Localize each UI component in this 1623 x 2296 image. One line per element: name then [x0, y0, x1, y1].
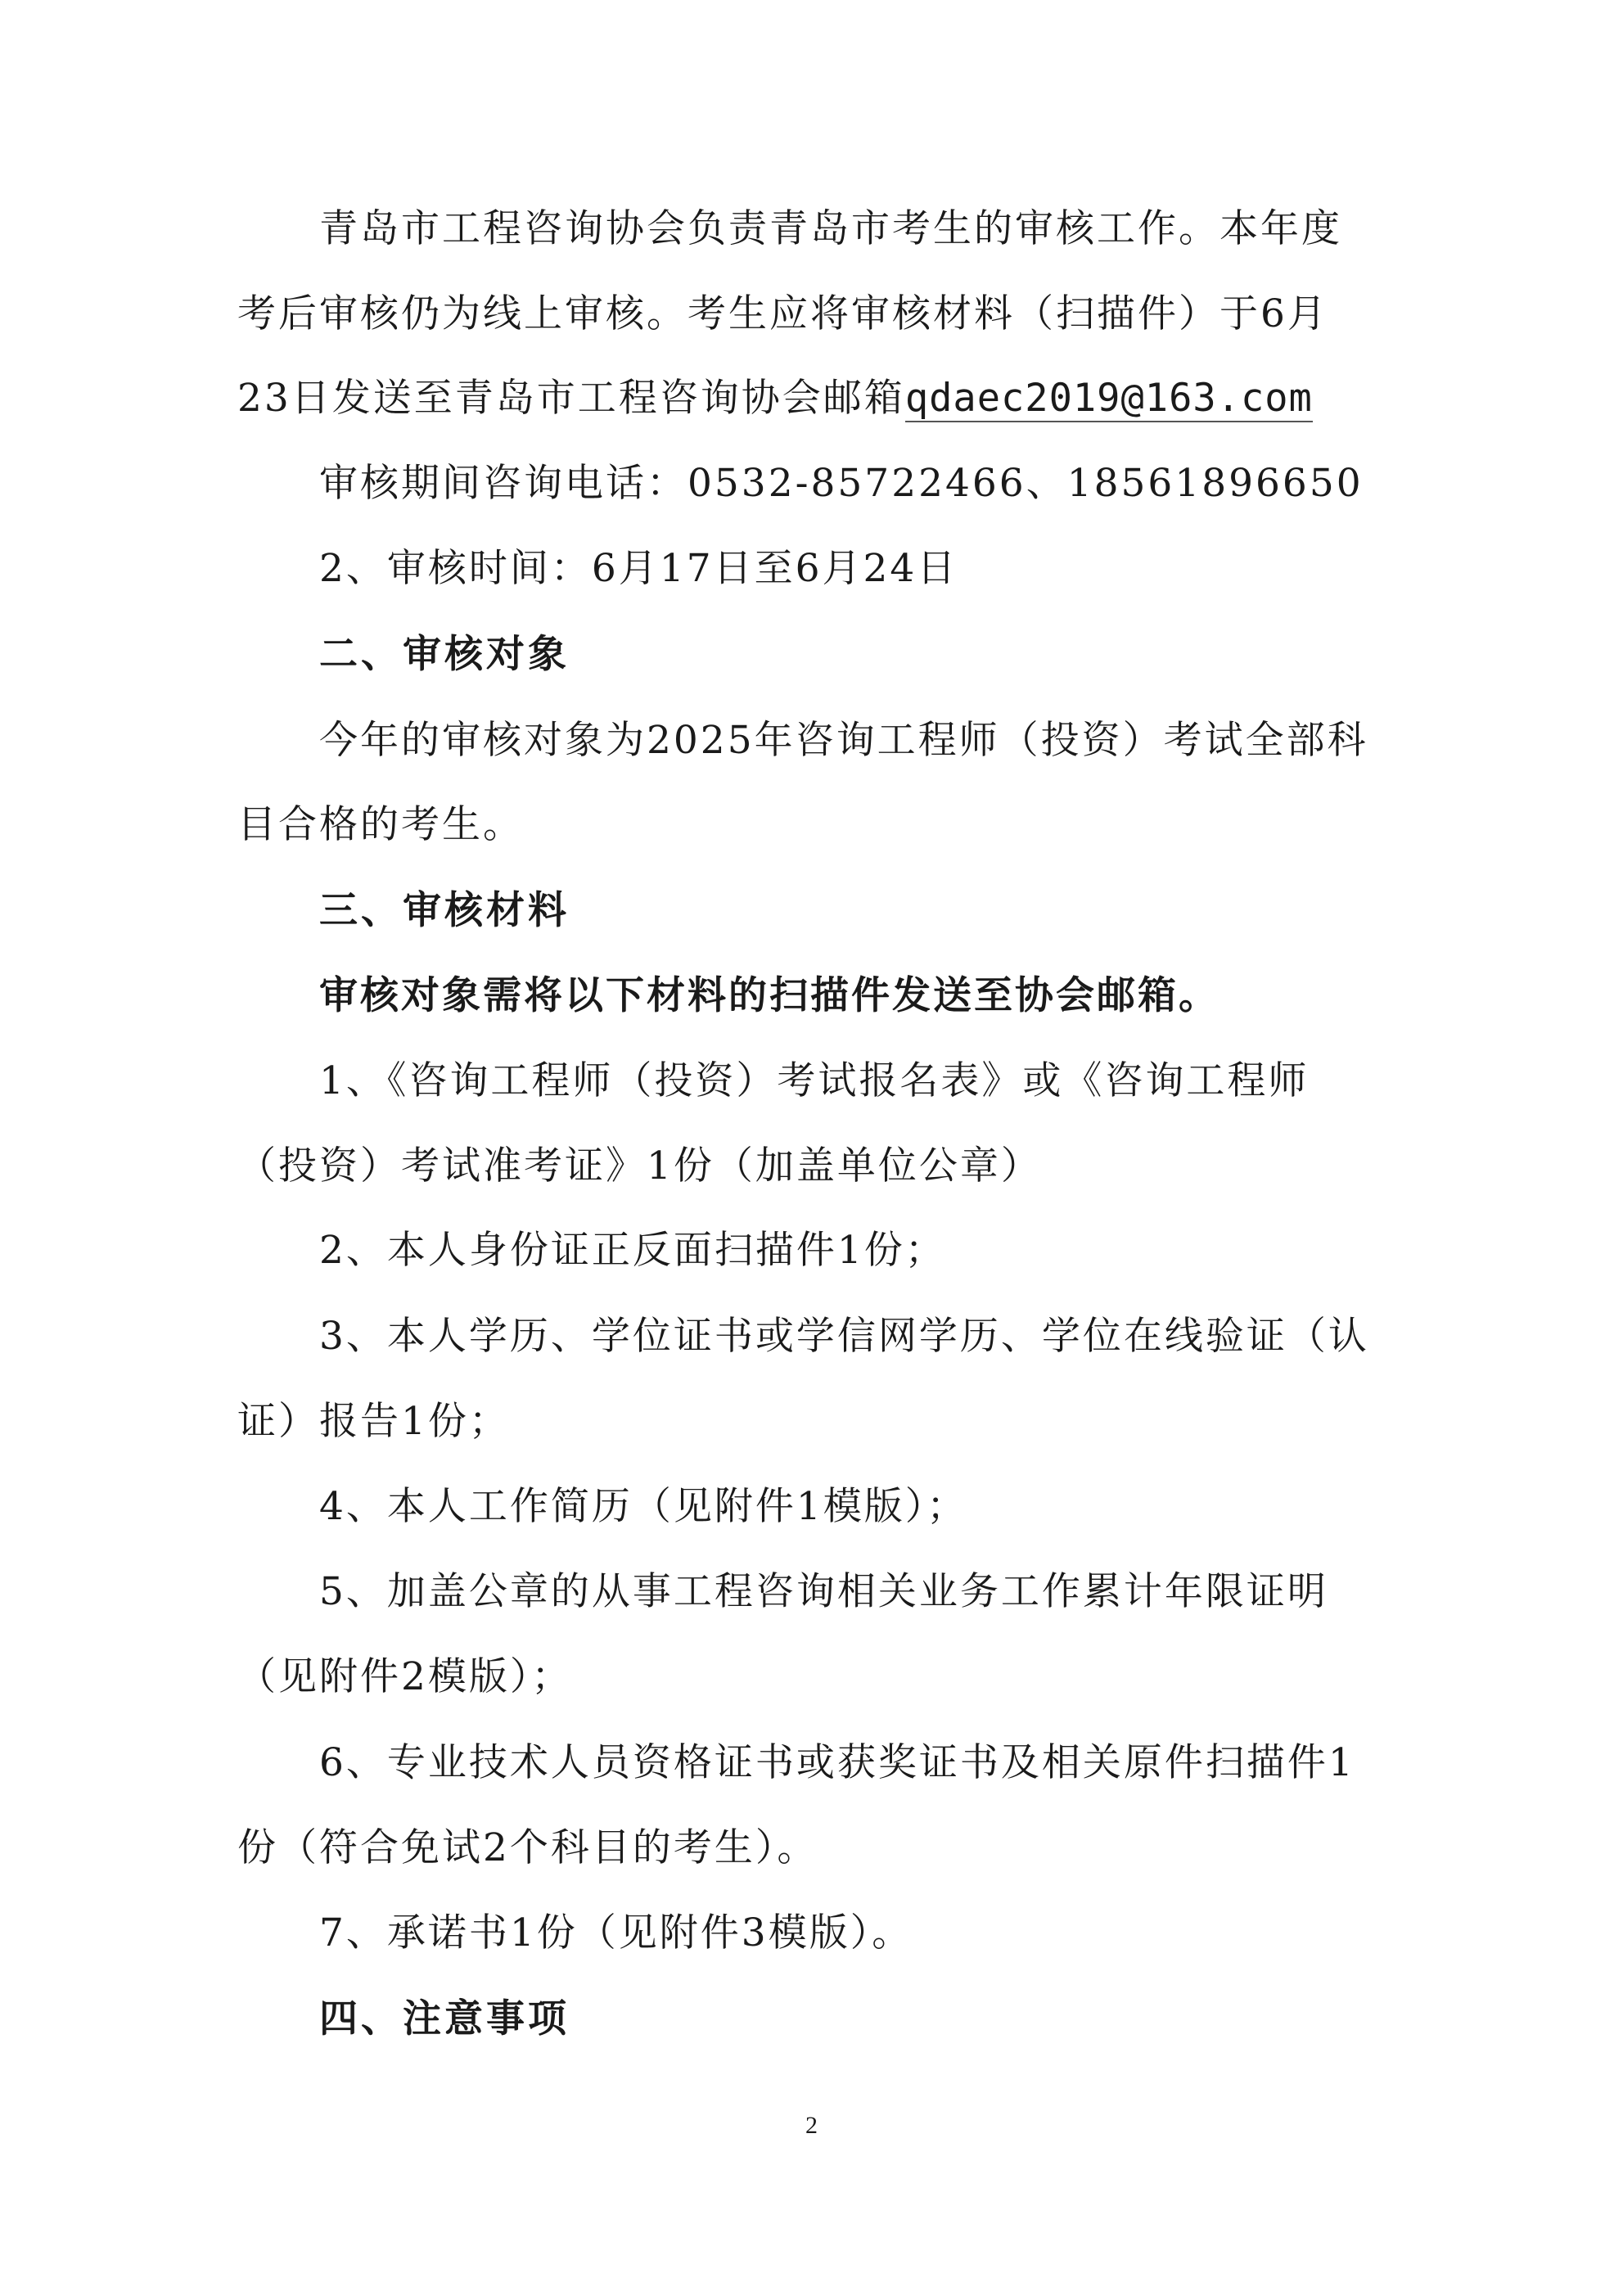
list-item-continuation: 证）报告1份；	[237, 1399, 510, 1444]
paragraph-line: 目合格的考生。	[237, 802, 524, 847]
paragraph-line: 考后审核仍为线上审核。考生应将审核材料（扫描件）于6月	[237, 291, 1328, 336]
email-address: qdaec2019@163.com	[904, 376, 1313, 421]
paragraph-line: 今年的审核对象为2025年咨询工程师（投资）考试全部科	[319, 718, 1368, 763]
list-item: 4、本人工作简历（见附件1模版）；	[319, 1484, 968, 1529]
section-heading-review-targets: 二、审核对象	[319, 632, 570, 677]
list-item-continuation: （投资）考试准考证》1份（加盖单位公章）	[237, 1143, 1042, 1189]
list-item-continuation: 份（符合免试2个科目的考生）。	[237, 1825, 818, 1870]
paragraph-line: 青岛市工程咨询协会负责青岛市考生的审核工作。本年度	[319, 206, 1342, 251]
paragraph-line	[237, 374, 1400, 423]
list-item: 5、加盖公章的从事工程咨询相关业务工作累计年限证明	[319, 1569, 1328, 1614]
list-item: 6、专业技术人员资格证书或获奖证书及相关原件扫描件1	[319, 1740, 1355, 1785]
list-item: 2、本人身份证正反面扫描件1份；	[319, 1228, 946, 1273]
review-time-line: 2、审核时间：6月17日至6月24日	[319, 546, 958, 591]
page-number: 2	[805, 2112, 818, 2139]
list-item-continuation: （见附件2模版）；	[237, 1654, 573, 1699]
section-heading-review-materials: 三、审核材料	[319, 888, 570, 933]
paragraph-text: 23日发送至青岛市工程咨询协会邮箱	[237, 376, 905, 421]
section-heading-notes: 四、注意事项	[319, 1996, 570, 2041]
list-item: 3、本人学历、学位证书或学信网学历、学位在线验证（认	[319, 1314, 1369, 1359]
list-item: 7、承诺书1份（见附件3模版）。	[319, 1910, 913, 1955]
list-item: 1、《咨询工程师（投资）考试报名表》或《咨询工程师	[319, 1058, 1310, 1103]
materials-intro: 审核对象需将以下材料的扫描件发送至协会邮箱。	[319, 973, 1220, 1018]
phone-line: 审核期间咨询电话：0532-85722466、18561896650	[319, 461, 1364, 506]
